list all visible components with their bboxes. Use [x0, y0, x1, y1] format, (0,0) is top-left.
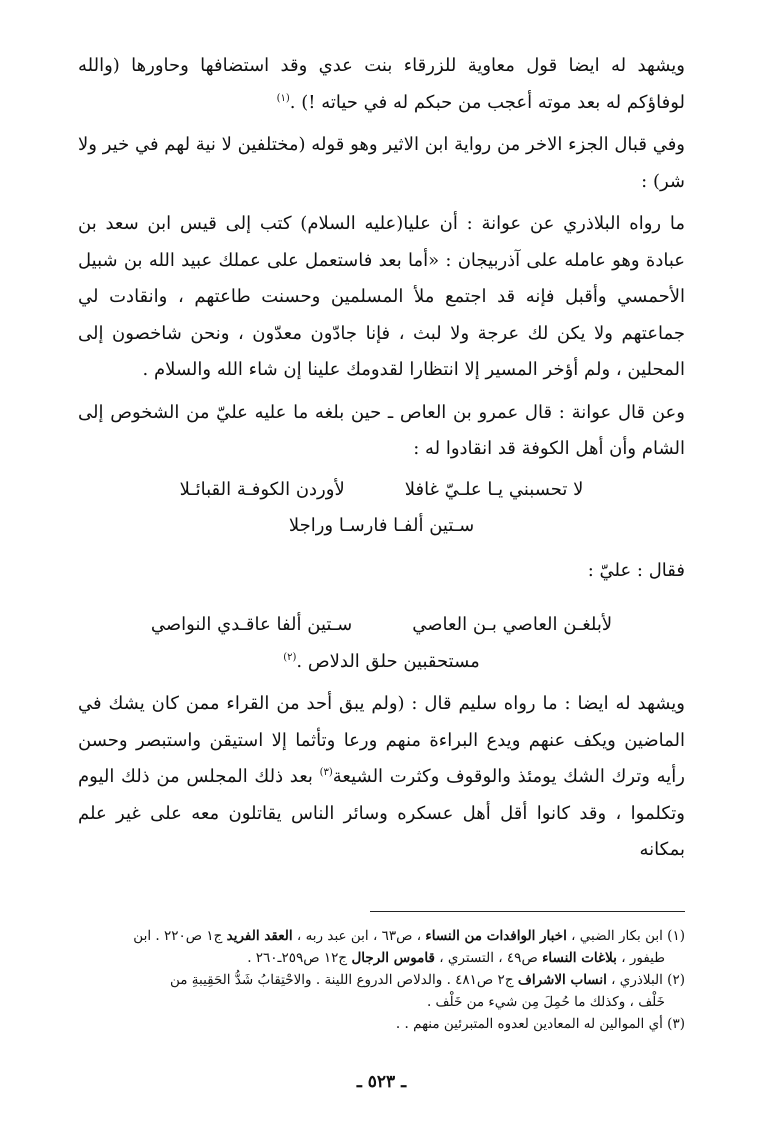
main-text [78, 48, 685, 869]
footnote-divider [370, 911, 685, 912]
paragraph-1: ويشهد له ايضا قول معاوية للزرقاء بنت عدي وقد استضافها وحاورها (والله لوفاؤكم له بعد موته أعجب من حبكم له في حياته !) .$^{(١)}$ [78, 55, 685, 113]
footnote-1: (١) ابن بكار الضبي ، اخبار الوافدات من النساء ، ص٦٣ ، ابن عبد ربه ، العقد الفريد ج١ ص٢٢٠ . ابن [133, 928, 685, 944]
footnote-2: (٢) البلاذري ، انساب الاشراف ج٢ ص٤٨١ . والدلاص الدروع اللينة . والاحْتِقابُ شَدُّ الحَقِيبةِ من [169, 972, 685, 988]
footnote-2-cont: خَلْف ، وكذلك ما حُمِلَ مِن شيء من خَلْف . [426, 994, 665, 1010]
poem-1-hemistich-2: لأوردن الكوفـة القبائـلا [179, 478, 345, 500]
poem-1-hemistich-1: لا تحسبني يـا علـيّ غافلا [404, 478, 584, 500]
footnote-ref-3: (٣) [319, 767, 333, 778]
paragraph-4: وعن قال عوانة : قال عمرو بن العاص ـ حين بلغه ما عليه عليّ من الشخوص إلى الشام وأن أهل الكوفة قد انقادوا له : [78, 401, 685, 459]
paragraph-3: ما رواه البلاذري عن عوانة : أن عليا(عليه السلام) كتب إلى قيس ابن سعد بن عبادة وهو عامله على آذربيجان : «أما بعد فاستعمل على عملك عبيد الله بن شبيل الأحمسي وأقبل فإنه قد اجتمع ملأ المسلمين وحسنت طاعتهم ، وانقادت لي جماعتهم ولا يكن لك عرجة ولا لبث ، فإنا جادّون معدّون ، ونحن شاخصون إلى المحلين ، ولم أؤخر المسير إلا انتظارا لقدومك علينا إن شاء الله والسلام . [78, 213, 685, 380]
poem-1-line-1 [78, 472, 685, 509]
poem-2-hemistich-1: لأبلغـن العاصي بـن العاصي [412, 614, 613, 635]
poem-2-line-1 [78, 607, 685, 644]
poem-2-hemistich-2: سـتين ألفا عاقـدي النواصي [150, 614, 353, 635]
footnote-1-cont: طيفور ، بلاغات النساء ص٤٩ ، التستري ، قاموس الرجال ج١٢ ص٢٥٩ـ٢٦٠ . [247, 950, 665, 966]
page-number: ـ ٥٢٣ ـ [356, 1072, 407, 1092]
footnote-ref-2: (٢) [283, 651, 297, 663]
poem-1-line-2: سـتين ألفـا فارسـا وراجلا [288, 515, 475, 536]
poem-2-line-2: مستحقبين حلق الدلاص .$^{(٢)}$ [283, 650, 480, 672]
paragraph-2: وفي قبال الجزء الاخر من رواية ابن الاثير وهو قوله (مختلفين لا نية لهم في خير ولا شر) : [78, 134, 685, 192]
paragraph-6: ويشهد له ايضا : ما رواه سليم قال : (ولم يبق أحد من القراء ممن كان يشك في الماضين ويكف عنهم ويدع البراءة منهم ورعا وتأثما إلا استيقن واستبصر وحسن رأيه وترك الشك يومئذ والوقوف وكثرت الشيعة$^{(٣)}$ بعد ذلك المجلس من ذلك اليوم وتكلموا ، وقد كانوا أقل أهل عسكره وسائر الناس يقاتلون معه على غير علم بمكانه [78, 693, 685, 860]
footnote-3: (٣) أي الموالين له المعادين لعدوه المتبرئين منهم . . [395, 1016, 685, 1032]
footnotes [78, 925, 685, 1035]
paragraph-5: فقال : عليّ : [587, 559, 685, 581]
footnote-ref-1: (١) [276, 92, 290, 104]
